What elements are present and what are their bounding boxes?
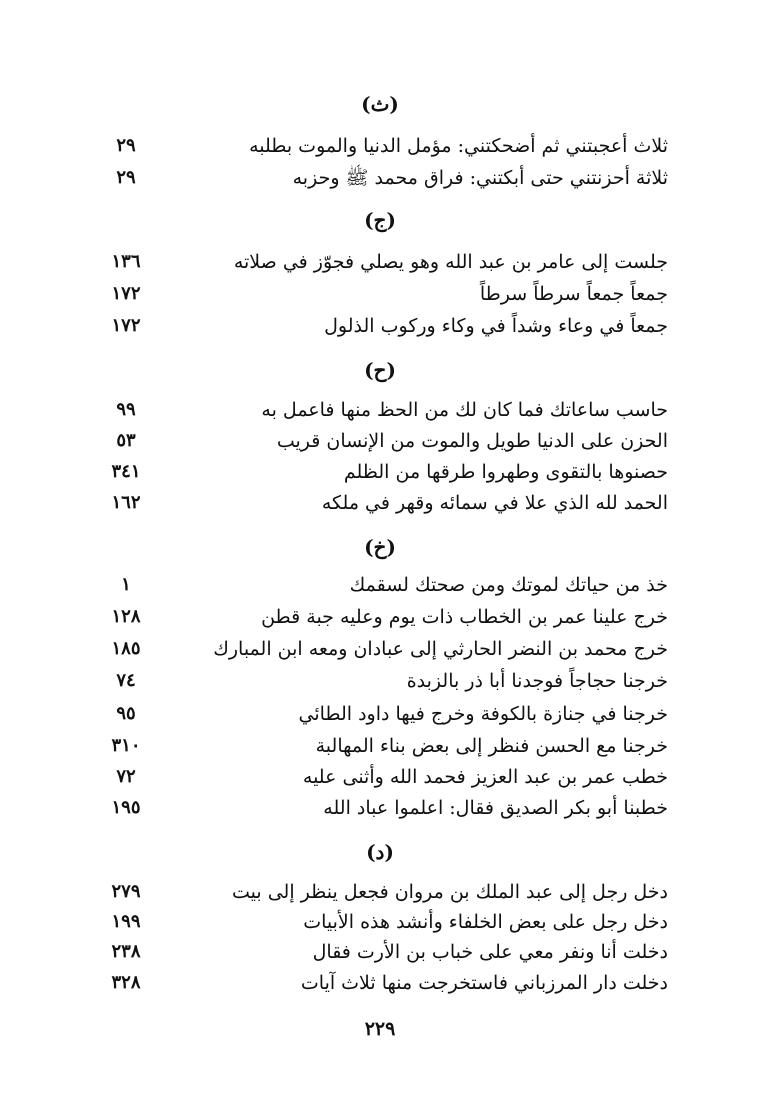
entry-text: خطب عمر بن عبد العزيز فحمد الله وأثنى عليه <box>302 766 668 788</box>
entry-page: ١ <box>121 574 131 595</box>
list-item <box>100 489 668 517</box>
section-heading-jim: (ج) <box>364 208 396 232</box>
entry-page: ١٩٩ <box>111 911 141 932</box>
list-item <box>100 427 668 455</box>
list-item <box>100 667 668 695</box>
entry-page: ٣٤١ <box>111 461 141 482</box>
entry-text: خذ من حياتك لموتك ومن صحتك لسقمك <box>349 574 668 596</box>
entry-text: الحمد لله الذي علا في سمائه وقهر في ملكه <box>321 492 668 514</box>
entry-text: خرجنا في جنازة بالكوفة وخرج فيها داود الطائي <box>298 703 668 725</box>
list-item <box>100 280 668 308</box>
list-item <box>100 878 668 906</box>
list-item <box>100 571 668 599</box>
entry-text: جمعاً في وعاء وشداً في وكاء وركوب الذلول <box>324 315 668 337</box>
list-item <box>100 763 668 791</box>
entry-text: خرجنا حجاجاً فوجدنا أبا ذر بالزبدة <box>406 670 668 692</box>
entry-text: خطبنا أبو بكر الصديق فقال: اعلموا عباد الله <box>323 797 668 819</box>
entry-page: ١٧٢ <box>111 315 141 336</box>
section-heading-tha: (ث) <box>361 92 399 116</box>
entry-text: دخلت أنا ونفر معي على خباب بن الأرت فقال <box>312 941 668 963</box>
entry-text: خرج علينا عمر بن الخطاب ذات يوم وعليه جبة قطن <box>261 606 668 628</box>
entry-text: دخل رجل على بعض الخلفاء وأنشد هذه الأبيات <box>303 911 668 933</box>
entry-text: جلست إلى عامر بن عبد الله وهو يصلي فجوّز في صلاته <box>233 251 668 273</box>
list-item <box>100 969 668 997</box>
entry-text: ثلاثة أحزنتني حتى أبكتني: فراق محمد ﷺ وحزبه <box>292 167 668 189</box>
section-heading-ha: (ح) <box>364 358 396 382</box>
entry-page: ٩٩ <box>116 399 136 420</box>
list-item <box>100 248 668 276</box>
entry-page: ١٦٢ <box>111 492 141 513</box>
list-item <box>100 164 668 192</box>
list-item <box>100 700 668 728</box>
entry-page: ٢٧٩ <box>111 881 141 902</box>
entry-page: ٧٤ <box>116 670 136 691</box>
entry-page: ٩٥ <box>116 703 136 724</box>
list-item <box>100 312 668 340</box>
list-item <box>100 458 668 486</box>
section-heading-dal: (د) <box>366 840 394 864</box>
entry-text: حاسب ساعاتك فما كان لك من الحظ منها فاعمل به <box>261 399 668 421</box>
list-item <box>100 603 668 631</box>
entry-page: ١٢٨ <box>111 606 141 627</box>
entry-page: ١٣٦ <box>111 251 141 272</box>
entry-text: خرجنا مع الحسن فنظر إلى بعض بناء المهالبة <box>315 735 668 757</box>
entry-page: ١٧٢ <box>111 283 141 304</box>
entry-page: ٢٩ <box>116 135 136 156</box>
entry-page: ٣١٠ <box>111 735 141 756</box>
entry-page: ٣٢٨ <box>111 972 141 993</box>
entry-text: حصنوها بالتقوى وطهروا طرقها من الظلم <box>343 461 668 483</box>
entry-text: دخل رجل إلى عبد الملك بن مروان فجعل ينظر إلى بيت <box>232 881 668 903</box>
list-item <box>100 732 668 760</box>
entry-text: دخلت دار المرزباني فاستخرجت منها ثلاث آيات <box>300 972 668 994</box>
list-item <box>100 908 668 936</box>
entry-page: ١٩٥ <box>111 797 141 818</box>
list-item <box>100 635 668 663</box>
entry-text: جمعاً جمعاً سرطاً سرطاً <box>479 283 668 305</box>
entry-page: ١٨٥ <box>111 638 141 659</box>
entry-text: الحزن على الدنيا طويل والموت من الإنسان قريب <box>276 430 668 452</box>
list-item <box>100 938 668 966</box>
list-item <box>100 794 668 822</box>
entry-text: ثلاث أعجبتني ثم أضحكتني: مؤمل الدنيا والموت بطلبه <box>249 135 668 157</box>
entry-text: خرج محمد بن النضر الحارثي إلى عبادان ومعه ابن المبارك <box>213 638 668 660</box>
list-item <box>100 396 668 424</box>
list-item <box>100 132 668 160</box>
entry-page: ٢٣٨ <box>111 941 141 962</box>
page-number: ٢٢٩ <box>364 1018 396 1040</box>
entry-page: ٥٣ <box>116 430 136 451</box>
entry-page: ٧٢ <box>116 766 136 787</box>
section-heading-kha: (خ) <box>364 535 396 559</box>
entry-page: ٢٩ <box>116 167 136 188</box>
